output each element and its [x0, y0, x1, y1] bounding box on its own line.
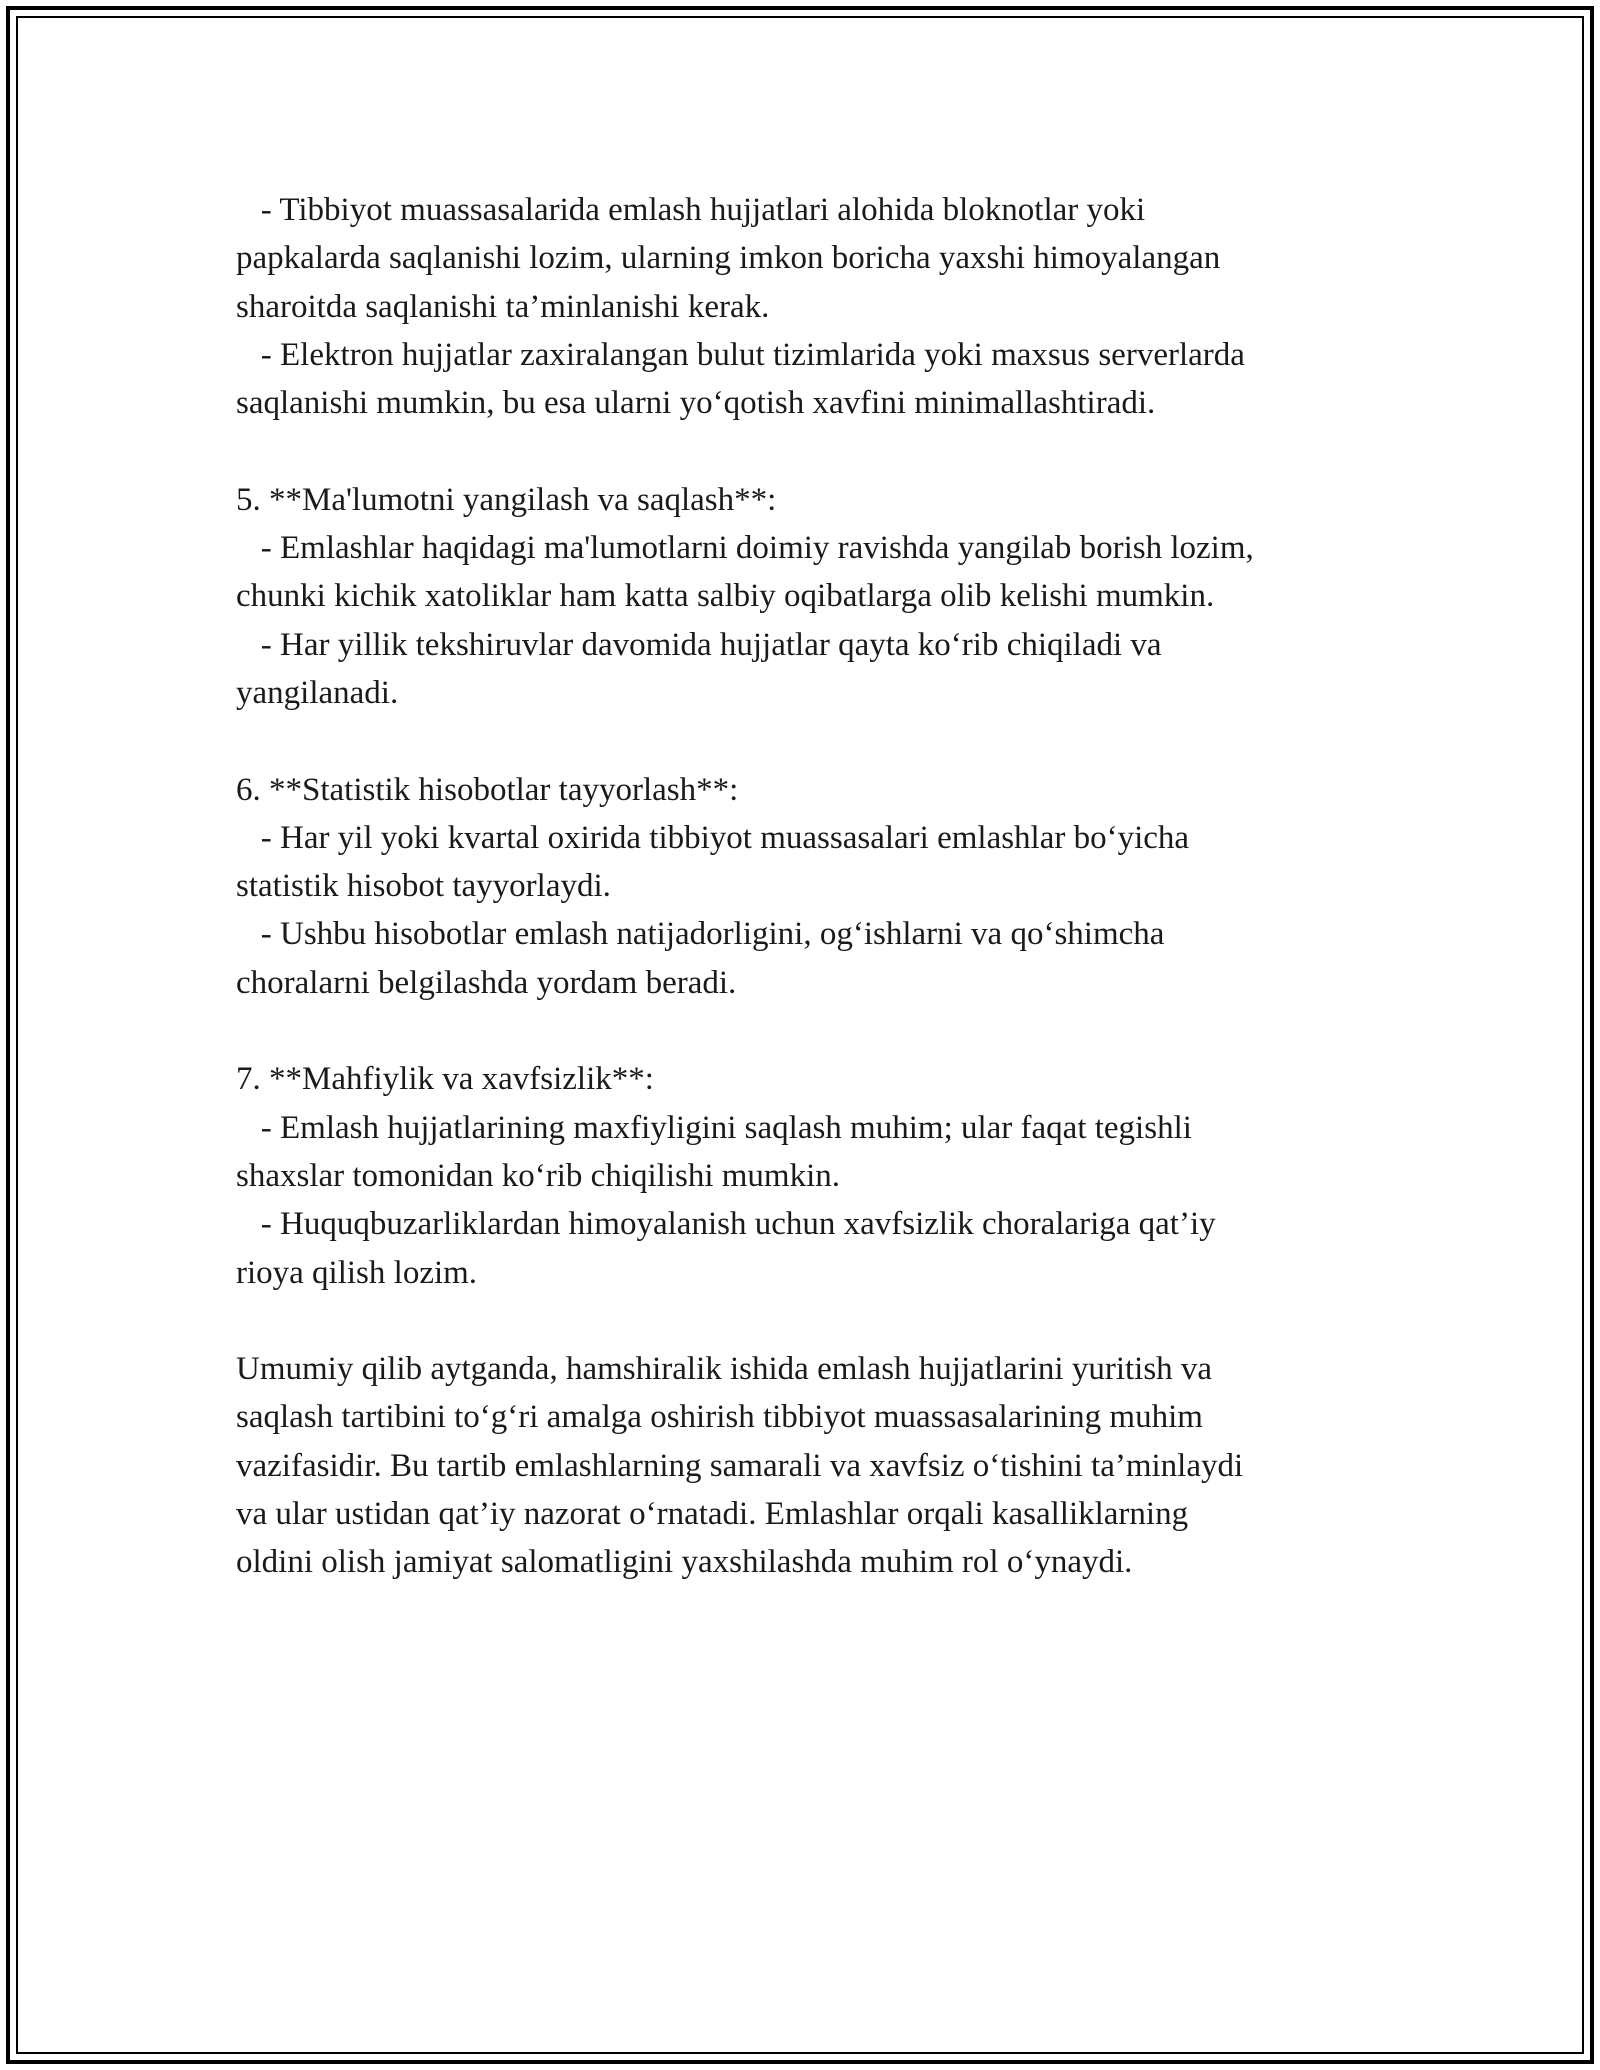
text-line: sharoitda saqlanishi ta’minlanishi kerak.	[236, 288, 770, 325]
section-heading: 5. **Ma'lumotni yangilash va saqlash**:	[236, 481, 777, 518]
text-line: - Har yil yoki kvartal oxirida tibbiyot muassasalari emlashlar bo‘yicha	[236, 819, 1190, 856]
text-line: Umumiy qilib aytganda, hamshiralik ishida emlash hujjatlarini yuritish va	[236, 1351, 1213, 1388]
section-5	[236, 476, 1396, 717]
text-line: statistik hisobot tayyorlaydi.	[236, 868, 611, 905]
text-line: oldini olish jamiyat salomatligini yaxshilashda muhim rol o‘ynaydi.	[236, 1544, 1133, 1581]
conclusion-paragraph	[236, 1345, 1396, 1586]
text-line: - Har yillik tekshiruvlar davomida hujjatlar qayta ko‘rib chiqiladi va	[236, 626, 1162, 663]
text-line: saqlash tartibini to‘g‘ri amalga oshirish tibbiyot muassasalarining muhim	[236, 1399, 1203, 1436]
text-line: yangilanadi.	[236, 674, 399, 711]
text-line: saqlanishi mumkin, bu esa ularni yo‘qotish xavfini minimallashtiradi.	[236, 385, 1156, 422]
document-body	[236, 186, 1396, 1587]
text-line: - Tibbiyot muassasalarida emlash hujjatlari alohida bloknotlar yoki	[236, 192, 1146, 228]
paragraph-spacer	[236, 1007, 1396, 1055]
text-line: va ular ustidan qat’iy nazorat o‘rnatadi. Emlashlar orqali kasalliklarning	[236, 1496, 1189, 1533]
storage-section	[236, 186, 1396, 427]
section-heading: 6. **Statistik hisobotlar tayyorlash**:	[236, 771, 739, 808]
text-line: - Elektron hujjatlar zaxiralangan bulut tizimlarida yoki maxsus serverlarda	[236, 336, 1245, 373]
text-line: - Emlash hujjatlarining maxfiyligini saqlash muhim; ular faqat tegishli	[236, 1109, 1192, 1146]
section-6	[236, 766, 1396, 1007]
text-line: rioya qilish lozim.	[236, 1254, 478, 1291]
paragraph-spacer	[236, 427, 1396, 475]
text-line: chunki kichik xatoliklar ham katta salbiy oqibatlarga olib kelishi mumkin.	[236, 578, 1215, 615]
section-7	[236, 1055, 1396, 1296]
text-line: papkalarda saqlanishi lozim, ularning imkon boricha yaxshi himoyalangan	[236, 240, 1221, 277]
text-line: vazifasidir. Bu tartib emlashlarning samarali va xavfsiz o‘tishini ta’minlaydi	[236, 1447, 1244, 1484]
text-line: shaxslar tomonidan ko‘rib chiqilishi mumkin.	[236, 1157, 841, 1194]
text-line: - Emlashlar haqidagi ma'lumotlarni doimiy ravishda yangilab borish lozim,	[236, 530, 1254, 567]
text-line: - Ushbu hisobotlar emlash natijadorligini, og‘ishlarni va qo‘shimcha	[236, 916, 1165, 953]
paragraph-spacer	[236, 717, 1396, 765]
section-heading: 7. **Mahfiylik va xavfsizlik**:	[236, 1061, 654, 1098]
text-line: choralarni belgilashda yordam beradi.	[236, 964, 737, 1001]
text-line: - Huquqbuzarliklardan himoyalanish uchun xavfsizlik choralariga qat’iy	[236, 1206, 1216, 1243]
paragraph-spacer	[236, 1297, 1396, 1345]
